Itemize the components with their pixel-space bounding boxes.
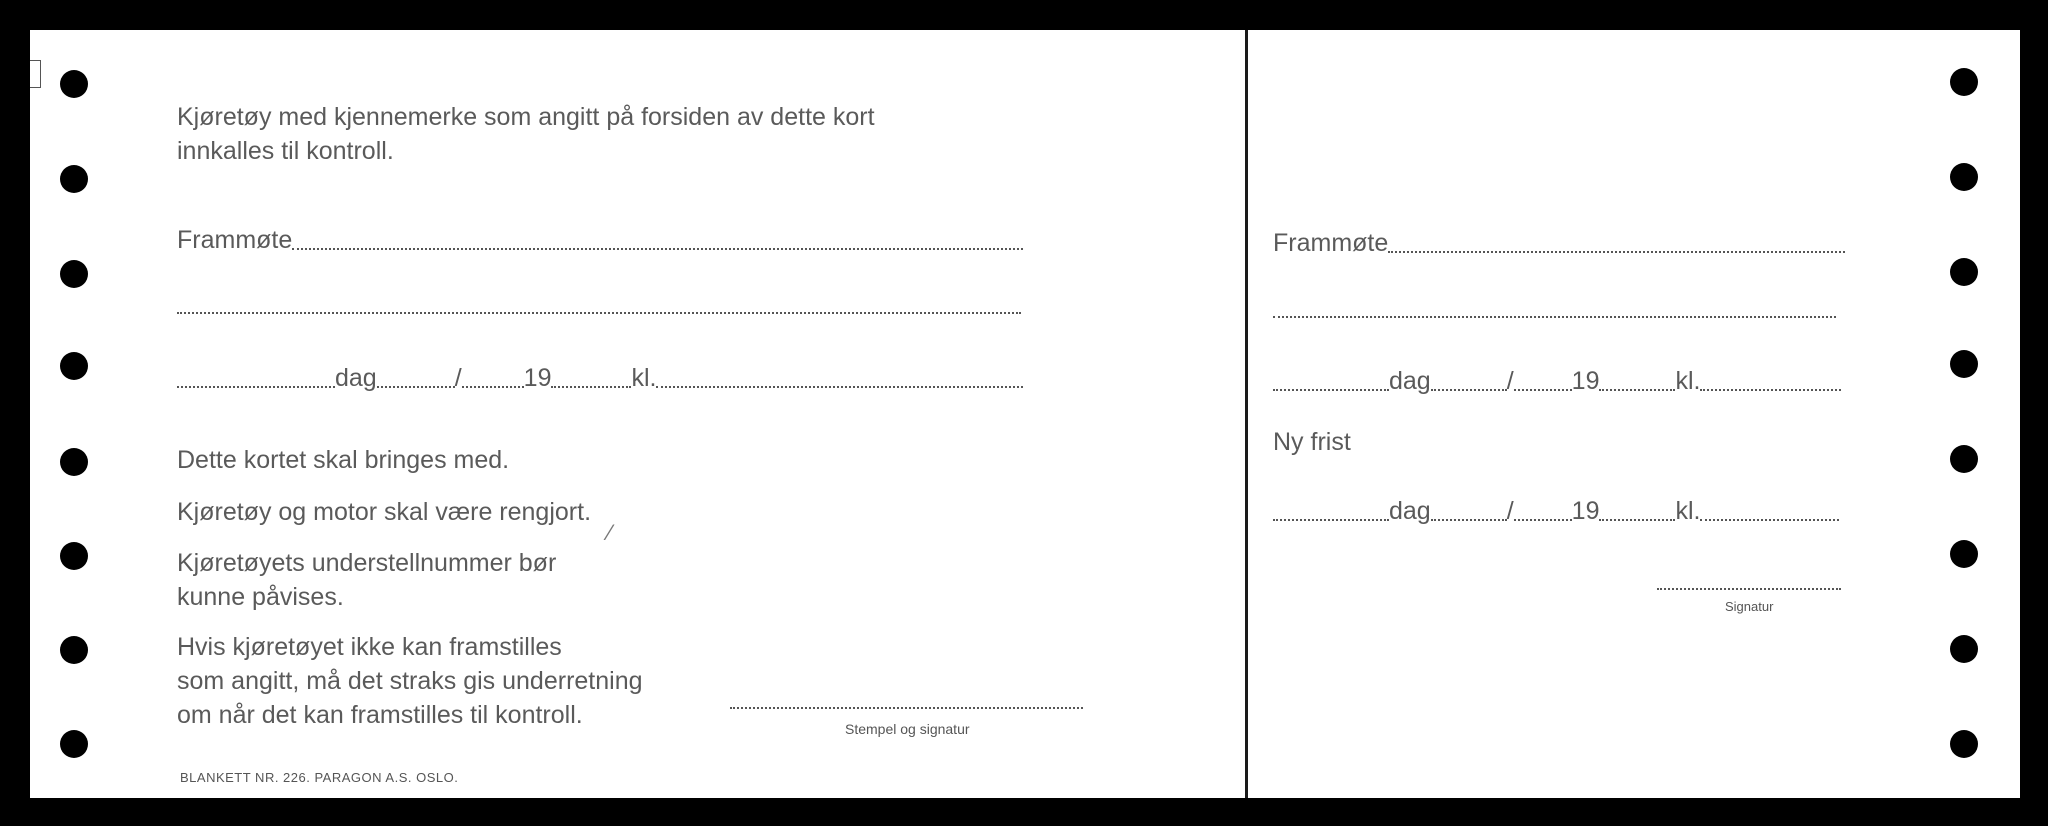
ny-frist-date-field[interactable] [1431,519,1507,521]
ny-frist-month-field[interactable] [1514,519,1572,521]
punch-hole [1950,445,1978,473]
intro-text-line1: Kjøretøy med kjennemerke som angitt på forsiden av dette kort [177,103,875,131]
ny-frist-year-label: 19 [1571,497,1600,525]
intro-text-line2: innkalles til kontroll. [177,137,394,165]
right-time-field[interactable] [1700,389,1841,391]
kl-label: kl. [631,364,657,392]
right-day-field[interactable] [1273,389,1389,391]
year-field[interactable] [551,386,631,388]
right-frammote-row [1273,228,1845,258]
note-bring-card: Dette kortet skal bringes med. [177,446,510,474]
right-dag-label: dag [1389,367,1431,395]
ny-frist-slash-label: / [1506,497,1514,525]
ny-frist-day-field[interactable] [1273,519,1389,521]
ny-frist-label: Ny frist [1273,428,1351,456]
right-kl-label: kl. [1675,367,1701,395]
right-signature-label: Signatur [1725,599,1774,614]
corner-tab [30,60,41,88]
frammote-row [177,225,1023,255]
day-field[interactable] [177,386,335,388]
pencil-mark: ⁄ [608,520,612,545]
date-row [177,363,1023,393]
note-notify-line2: som angitt, må det straks gis underretning [177,667,643,695]
form-footer: BLANKETT NR. 226. PARAGON A.S. OSLO. [180,770,459,785]
right-year-field[interactable] [1599,389,1675,391]
right-slash-label: / [1506,367,1514,395]
ny-frist-time-field[interactable] [1700,519,1839,521]
punch-hole [1950,350,1978,378]
ny-frist-dag-label: dag [1389,497,1431,525]
ny-frist-kl-label: kl. [1675,497,1701,525]
date-field[interactable] [377,386,455,388]
punch-hole [1950,635,1978,663]
punch-hole [1950,163,1978,191]
punch-hole [60,448,88,476]
note-notify-line3: om når det kan framstilles til kontroll. [177,701,583,729]
punch-hole [60,165,88,193]
punch-hole [60,260,88,288]
punch-hole [60,730,88,758]
frammote-label: Frammøte [177,226,293,254]
right-frammote-field-line2[interactable] [1273,316,1836,318]
right-date-row [1273,366,1841,396]
right-month-field[interactable] [1514,389,1572,391]
inspection-card [30,30,2020,798]
punch-hole [60,542,88,570]
slash-label: / [454,364,462,392]
right-year-label: 19 [1571,367,1600,395]
punch-hole [60,636,88,664]
punch-hole [1950,540,1978,568]
note-clean-vehicle: Kjøretøy og motor skal være rengjort. [177,498,592,526]
note-chassis-line2: kunne påvises. [177,583,344,611]
ny-frist-date-row [1273,496,1839,526]
punch-hole [1950,730,1978,758]
dag-label: dag [335,364,377,392]
stamp-signature-label: Stempel og signatur [845,721,970,737]
note-chassis-line1: Kjøretøyets understellnummer bør [177,549,557,577]
stamp-signature-line[interactable] [730,707,1083,709]
fold-line [1245,30,1248,798]
punch-hole [60,352,88,380]
right-date-field[interactable] [1431,389,1507,391]
year-label: 19 [523,364,552,392]
frammote-field-line2[interactable] [177,312,1021,314]
frammote-field[interactable] [292,248,1023,250]
punch-hole [1950,68,1978,96]
punch-hole [60,70,88,98]
note-notify-line1: Hvis kjøretøyet ikke kan framstilles [177,633,562,661]
right-frammote-label: Frammøte [1273,229,1389,257]
time-field[interactable] [656,386,1023,388]
month-field[interactable] [462,386,524,388]
punch-hole [1950,258,1978,286]
ny-frist-year-field[interactable] [1599,519,1675,521]
right-frammote-field[interactable] [1388,251,1845,253]
right-signature-line[interactable] [1657,588,1841,590]
